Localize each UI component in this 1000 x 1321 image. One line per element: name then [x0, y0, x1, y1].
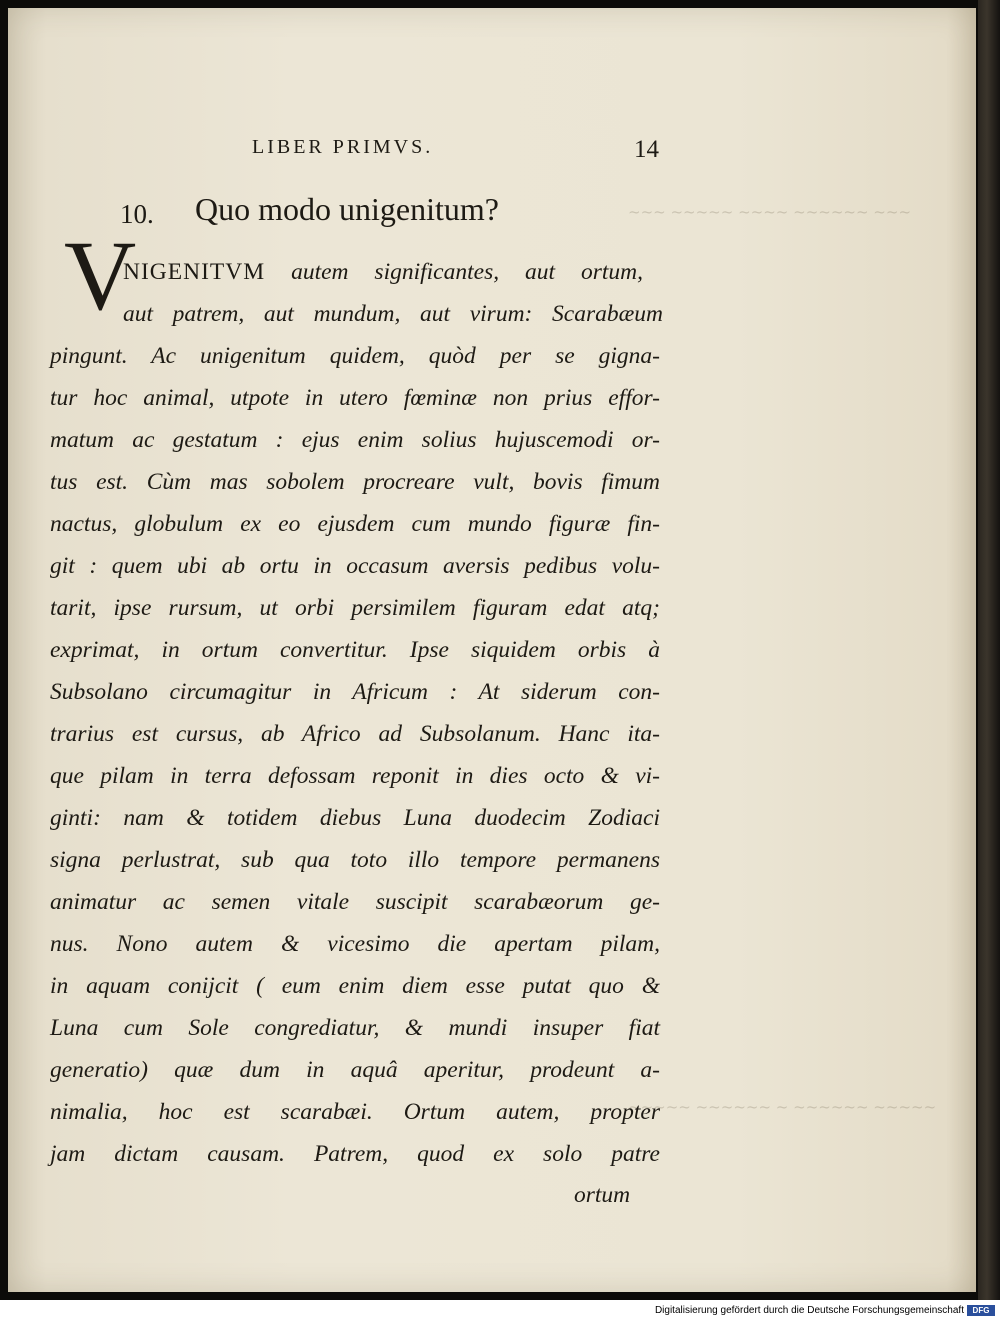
text-line: NIGENITVM autem significantes, aut ortum, [123, 259, 643, 285]
dfg-logo-icon: DFG [967, 1305, 995, 1316]
text-line: Luna cum Sole congrediatur, & mundi insuper fiat [50, 1015, 660, 1041]
text-line: signa perlustrat, sub qua toto illo tempore permanens [50, 847, 660, 873]
show-through-text: ~~~~~ ~~~~~~ ~ ~~~~~~ ~~~~~ [628, 1098, 937, 1116]
text-line: Subsolano circumagitur in Africum : At siderum con- [50, 679, 660, 705]
text-line: git : quem ubi ab ortu in occasum aversis pedibus volu- [50, 553, 660, 579]
text-line: tarit, ipse rursum, ut orbi persimilem figuram edat atq; [50, 595, 660, 621]
text-line: nimalia, hoc est scarabæi. Ortum autem, propter [50, 1099, 660, 1125]
chapter-title: Quo modo unigenitum? [195, 191, 499, 227]
text-line: matum ac gestatum : ejus enim solius hujuscemodi or- [50, 427, 660, 453]
text-line: in aquam conijcit ( eum enim diem esse putat quo & [50, 973, 660, 999]
text-line: generatio) quæ dum in aquâ aperitur, prodeunt a- [50, 1057, 660, 1083]
text-line: animatur ac semen vitale suscipit scarabæorum ge- [50, 889, 660, 915]
text-line: nus. Nono autem & vicesimo die apertam pilam, [50, 931, 660, 957]
text-line: aut patrem, aut mundum, aut virum: Scarabæum [123, 301, 663, 327]
text-line: ginti: nam & totidem diebus Luna duodecim Zodiaci [50, 805, 660, 831]
catchword: ortum [574, 1182, 631, 1208]
running-head: LIBER PRIMVS. [252, 136, 434, 158]
footer-bar [0, 1300, 1000, 1321]
page-number: 14 [634, 136, 659, 163]
book-page [8, 8, 976, 1292]
book-edge [978, 0, 1000, 1300]
text-line: pingunt. Ac unigenitum quidem, quòd per se gigna- [50, 343, 660, 369]
text-line: jam dictam causam. Patrem, quod ex solo patre [50, 1141, 660, 1167]
chapter-number: 10. [120, 199, 154, 229]
text-line: exprimat, in ortum convertitur. Ipse siquidem orbis à [50, 637, 660, 663]
text-line: tus est. Cùm mas sobolem procreare vult, bovis fimum [50, 469, 660, 495]
text-line: que pilam in terra defossam reponit in dies octo & vi- [50, 763, 660, 789]
funding-credit: Digitalisierung gefördert durch die Deutsche Forschungsgemeinschaft [654, 1305, 964, 1316]
text-line: nactus, globulum ex eo ejusdem cum mundo figuræ fin- [50, 511, 660, 537]
text-line: trarius est cursus, ab Africo ad Subsolanum. Hanc ita- [50, 721, 660, 747]
text-line: tur hoc animal, utpote in utero fœminæ non prius effor- [50, 385, 660, 411]
drop-cap: V [64, 220, 137, 331]
show-through-text: ~~~ ~~~~~ ~~~~ ~~~~~~ ~~~ [628, 203, 912, 221]
